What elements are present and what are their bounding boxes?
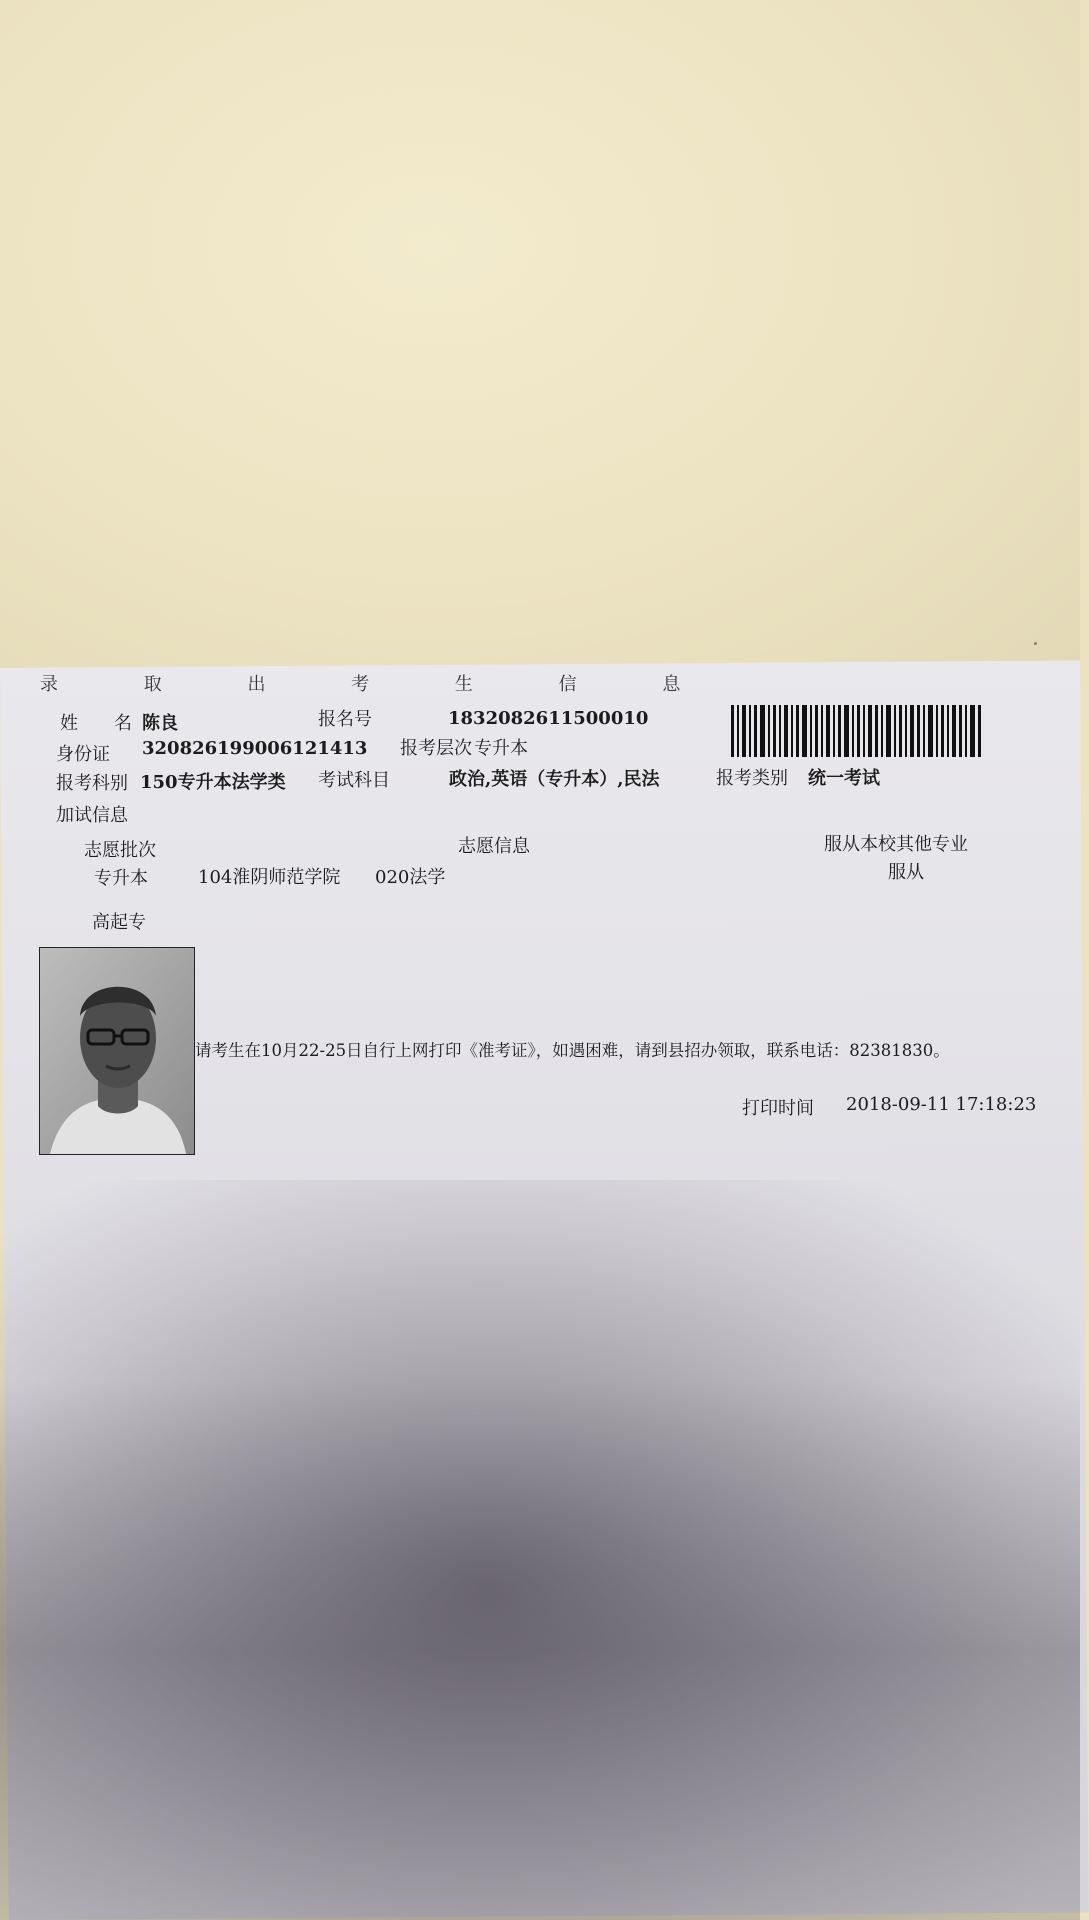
pref-row2-batch: 高起专 <box>92 912 146 933</box>
category-value: 统一考试 <box>808 768 880 789</box>
print-time-value: 2018-09-11 17:18:23 <box>846 1094 1037 1115</box>
subject-label: 报考科别 <box>56 773 128 794</box>
candidate-photo <box>39 947 195 1155</box>
notice-text: 请考生在10月22-25日自行上网打印《准考证》，如遇困难，请到县招办领取，联系电话：82381830。 <box>195 1041 950 1060</box>
name-value: 陈良 <box>142 713 178 734</box>
cut-off-header <box>40 670 1040 680</box>
print-time-label: 打印时间 <box>742 1098 814 1119</box>
wall-background <box>0 0 1080 700</box>
pref-info-header: 志愿信息 <box>458 836 530 857</box>
level-label: 报考层次 <box>400 738 472 759</box>
subject-value: 150专升本法学类 <box>140 772 286 793</box>
barcode <box>731 705 983 757</box>
reg-no-value: 1832082611500010 <box>448 708 649 729</box>
wall-speck <box>1034 642 1037 645</box>
pref-row-obey: 服从 <box>888 862 924 883</box>
exam-subjects-value: 政治,英语（专升本）,民法 <box>449 769 660 790</box>
id-value: 320826199006121413 <box>142 738 368 759</box>
pref-obey-header: 服从本校其他专业 <box>824 834 968 855</box>
name-label: 姓 名 <box>60 713 132 734</box>
exam-subjects-label: 考试科目 <box>318 770 390 791</box>
category-label: 报考类别 <box>716 768 788 789</box>
level-value: 专升本 <box>474 738 528 759</box>
id-label: 身份证 <box>56 744 110 765</box>
pref-batch-header: 志愿批次 <box>84 840 156 861</box>
pref-row-major: 020法学 <box>375 867 446 888</box>
extra-exam-label: 加试信息 <box>56 805 128 826</box>
pref-row-school: 104淮阴师范学院 <box>198 867 341 888</box>
reg-no-label: 报名号 <box>318 709 372 730</box>
pref-row-batch: 专升本 <box>94 868 148 889</box>
